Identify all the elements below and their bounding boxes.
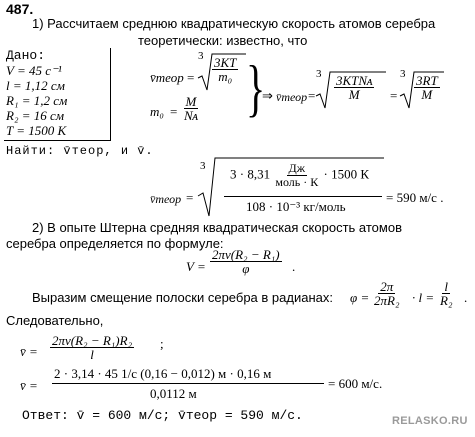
stern-formula-lhs: V = [186,259,206,274]
v-symbol-2: v̄ = [20,378,38,393]
radian-text: Выразим смещение полоски серебра в радианах: [32,290,333,305]
implies-arrow: ⇒ [262,88,273,103]
cbrt-index-1: 3 [198,50,204,62]
answer-line: Ответ: v̄ = 600 м/с; v̄теор = 590 м/с. [22,408,303,423]
phi-numerator-2: l [444,279,449,294]
m0-symbol: m₀ [150,104,164,119]
problem-number: 487. [6,1,34,17]
kt-over-m0 [212,56,238,83]
therefore-text: Следовательно, [6,313,104,328]
m0-denominator: Nᴀ [184,108,198,123]
kt-numerator: 3KT [214,55,237,70]
m0-numerator: M [185,94,197,109]
v-calc-numerator: 2 · 3,14 · 45 1/с (0,16 − 0,012) м · 0,16 м [54,366,272,381]
kt-denominator: m₀ [218,69,233,84]
right-brace: } [246,51,266,124]
cbrt-index-3: 3 [400,68,406,80]
given-divider [4,140,110,141]
rt-numerator: 3RT [416,73,438,88]
given-header: Дано: [6,48,46,63]
rt-over-m [414,74,440,101]
equals-sign-4: = [186,190,194,205]
calc-num-a: 3 · 8,31 [230,166,271,182]
unit-denominator: моль · К [275,175,319,189]
cbrt-index-4: 3 [200,160,206,172]
stern-formula-denominator: φ [242,261,250,276]
v-formula-denominator: l [90,347,94,362]
given-item-2: l = 1,12 см [6,78,65,93]
equals-sign: = [187,70,195,85]
v-formula-fraction [50,334,134,361]
phi-end: . [464,290,468,305]
intro-line-1: 1) Рассчитаем среднюю квадратическую скорость атомов серебра [32,16,436,31]
phi-equals: φ = [350,290,370,305]
m-over-na [182,95,200,122]
v-calc-result: = 600 м/с. [328,376,383,391]
rt-denominator: M [421,87,433,102]
phi-middle: · l = [412,290,435,305]
given-item-5: T = 1500 К [6,123,67,138]
given-item-1: V = 45 с⁻¹ [6,63,62,78]
equals-sign-3: = [390,88,398,103]
ktn-numerator: 3KTNᴀ [336,73,373,88]
v-formula-end: ; [160,336,164,351]
given-vertical-line [110,48,111,141]
vtheor-symbol-3: v̄теор [150,192,182,206]
v-calc-denominator: 0,0112 м [150,386,197,401]
v-formula-numerator: 2πν(R₂ − R₁)R₂ [52,333,133,348]
calc-numerator [230,162,369,189]
calc-num-b: · 1500 К [323,166,369,182]
watermark-logo: RELASKO.RU [392,415,468,427]
stern-formula-end: . [292,259,296,274]
vtheor-symbol-2: v̄теор [276,90,308,104]
phi-denominator-1: 2πR₂ [374,293,400,308]
v-symbol-1: v̄ = [20,344,38,359]
given-item-4: R₂ = 16 см [6,108,65,123]
given-item-3: R₁ = 1,2 см [6,93,68,108]
calc-fraction-bar [224,196,382,197]
vtheor-symbol: v̄теор [150,70,184,85]
unit-numerator: Дж [288,161,306,175]
phi-denominator-2: R₂ [440,293,453,308]
v-calc-fraction-bar [52,383,324,384]
ktn-over-m [334,74,374,101]
phi-fraction-1 [372,280,401,307]
phi-fraction-2 [438,280,454,307]
cbrt-index-2: 3 [316,68,322,80]
stern-formula-fraction [210,248,282,275]
unit-fraction [273,162,320,189]
equals-sign-2: = [308,88,316,103]
given-find: Найти: v̄теор, и v̄. [6,144,154,158]
phi-numerator-1: 2π [380,279,394,294]
calc-denominator: 108 · 10⁻³ кг/моль [246,199,346,214]
stern-formula-numerator: 2πν(R₂ − R₁) [212,247,280,262]
part2-line-2: серебра определяется по формуле: [6,236,224,251]
intro-line-2: теоретически: известно, что [138,33,308,48]
calc-result: = 590 м/с . [386,190,444,205]
part2-line-1: 2) В опыте Штерна средняя квадратическая скорость атомов [32,220,402,235]
equals-sign-m0: = [170,104,178,119]
ktn-denominator: M [348,87,360,102]
